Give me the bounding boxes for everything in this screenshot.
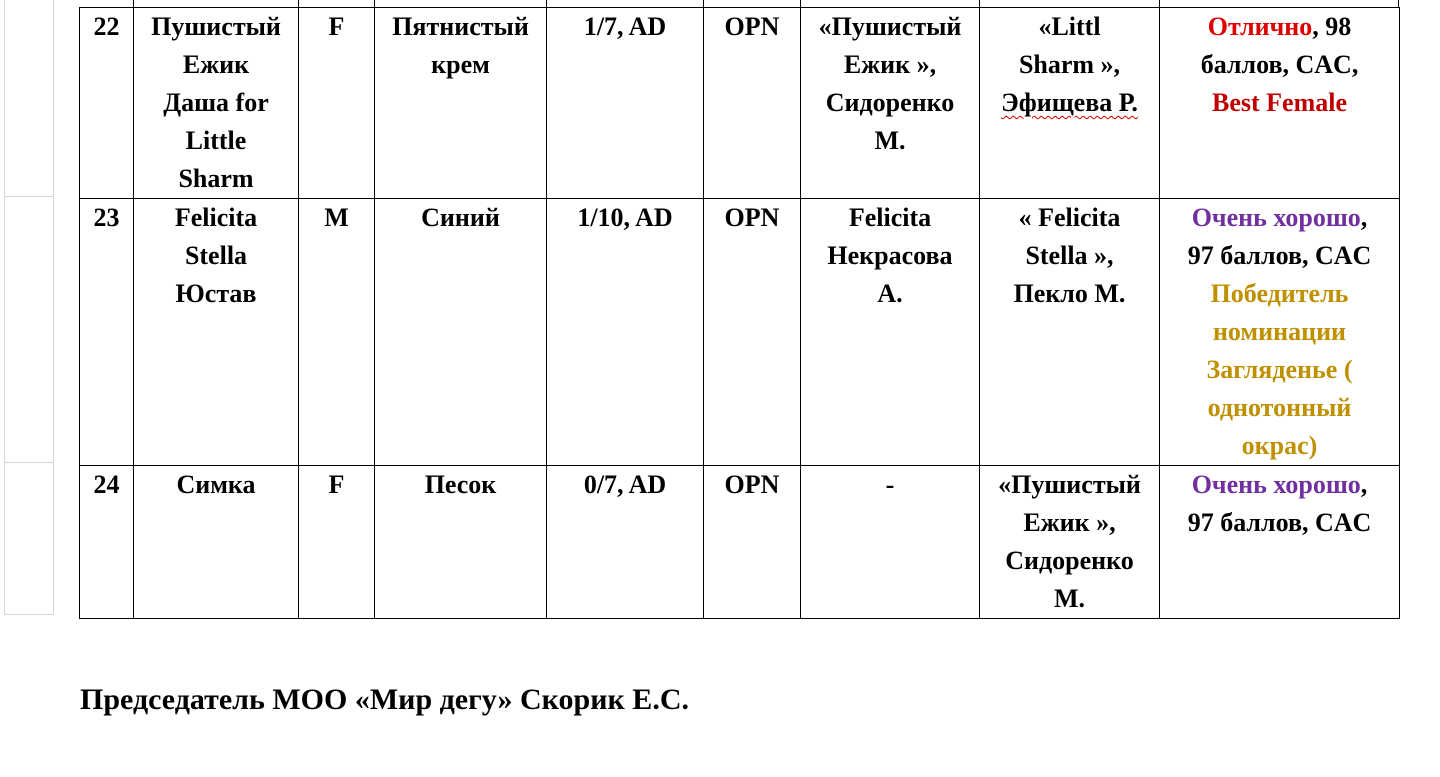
grade-very-good: Очень хорошо: [1191, 470, 1361, 499]
margin-divider: [5, 462, 53, 463]
award-nomination: Загляденье (: [1206, 355, 1353, 384]
cell-result: Очень хорошо, 97 баллов, CAC Победитель номинации Загляденье ( однотонный окрас): [1160, 199, 1400, 466]
cell-animal-name: Симка: [134, 466, 299, 619]
margin-divider: [5, 196, 53, 197]
cell-sex: M: [299, 199, 375, 466]
cell-breeder: «Пушистый Ежик », Сидоренко М.: [801, 8, 980, 199]
award-nomination: Победитель: [1210, 279, 1349, 308]
award-nomination: однотонный: [1207, 393, 1352, 422]
chairman-signature-line: Председатель МОО «Мир дегу» Скорик Е.С.: [80, 683, 689, 716]
cell-class: OPN: [704, 8, 801, 199]
cell-result: Отлично, 98 баллов, CAC, Best Female: [1160, 8, 1400, 199]
left-margin-ruler: [4, 0, 54, 615]
cell-age: 0/7, AD: [547, 466, 704, 619]
table-row: [80, 199, 1400, 466]
award-nomination: окрас): [1241, 431, 1318, 460]
cell-color: Песок: [375, 466, 547, 619]
award-best-female: Best Female: [1211, 88, 1347, 117]
cell-color: Синий: [375, 199, 547, 466]
cell-animal-name: Felicita Stella Юстав: [134, 199, 299, 466]
table-row: [80, 8, 1400, 199]
results-table: [79, 7, 1400, 619]
cell-class: OPN: [704, 199, 801, 466]
cell-breeder: Felicita Некрасова А.: [801, 199, 980, 466]
cell-sex: F: [299, 466, 375, 619]
cell-sex: F: [299, 8, 375, 199]
cell-owner: « Felicita Stella », Пекло М.: [980, 199, 1160, 466]
grade-excellent: Отлично: [1207, 12, 1313, 41]
award-nomination: номинации: [1212, 317, 1347, 346]
cell-number: 24: [80, 466, 134, 619]
cell-breeder: -: [801, 466, 980, 619]
grade-very-good: Очень хорошо: [1191, 203, 1361, 232]
cell-owner: «Пушистый Ежик », Сидоренко М.: [980, 466, 1160, 619]
cell-result: Очень хорошо, 97 баллов, CAC: [1160, 466, 1400, 619]
cell-color: Пятнистый крем: [375, 8, 547, 199]
cell-age: 1/10, AD: [547, 199, 704, 466]
cell-class: OPN: [704, 466, 801, 619]
cell-age: 1/7, AD: [547, 8, 704, 199]
cell-owner: «Littl Sharm », Эфищева Р.: [980, 8, 1160, 199]
cell-number: 22: [80, 8, 134, 199]
table-row: [80, 466, 1400, 619]
cell-animal-name: Пушистый Ежик Даша for Little Sharm: [134, 8, 299, 199]
cell-number: 23: [80, 199, 134, 466]
